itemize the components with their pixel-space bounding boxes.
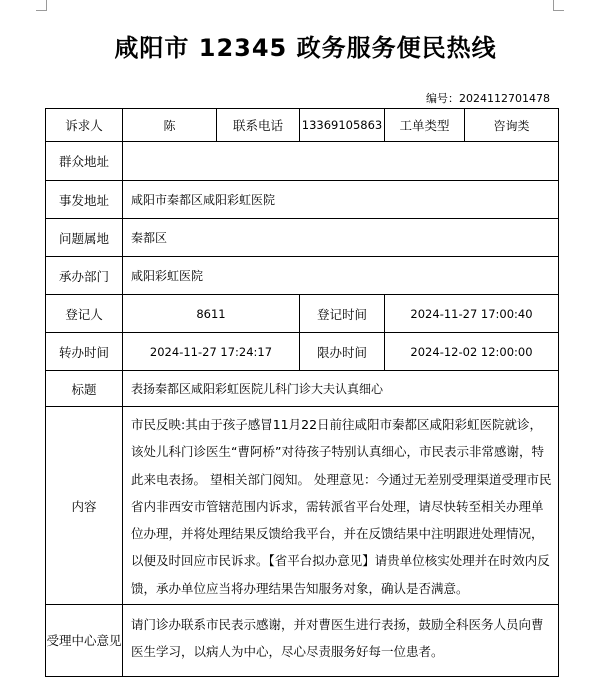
type-label: 工单类型: [385, 109, 465, 142]
row-dept: [46, 257, 559, 295]
row-address: [46, 142, 559, 181]
row-area: [46, 219, 559, 257]
serial-value: 2024112701478: [459, 92, 550, 105]
page-title: 咸阳市 12345 政务服务便民热线: [114, 34, 497, 62]
area-value: 秦都区: [123, 219, 559, 257]
reg-time-value: 2024-11-27 17:00:40: [385, 295, 559, 333]
serial-label: 编号：: [426, 92, 460, 105]
dept-value: 咸阳彩虹医院: [123, 257, 559, 295]
subject-label: 标题: [46, 371, 123, 407]
deadline-label: 限办时间: [300, 333, 385, 371]
type-value: 咨询类: [465, 109, 559, 142]
subject-value: 表扬秦都区咸阳彩虹医院儿科门诊大夫认真细心: [123, 371, 559, 407]
reg-time-label: 登记时间: [300, 295, 385, 333]
serial-number: [350, 90, 550, 106]
crop-mark-left: [36, 0, 47, 11]
transfer-time-value: 2024-11-27 17:24:17: [123, 333, 300, 371]
address-label: 群众地址: [46, 142, 123, 181]
content-value: 市民反映:其由于孩子感冒11月22日前往咸阳市秦都区咸阳彩虹医院就诊，该处儿科门诊医生“曹阿桥”对待孩子特别认真细心，市民表示非常感谢，特此来电表扬。 望相关部门阅知。 处理意见：今通过无差别受理渠道受理市民省内非西安市管辖范围内诉求，需转派省平台处理，请尽快转至相关办理单位办理，并将处理结果反馈给我平台，并在反馈结果中注明跟进处理情况，以便及时回应市民诉求。【省平台拟办意见】请贵单位核实处理并在时效内反馈，承办单位应当将办理结果告知服务对象，确认是否满意。: [123, 407, 559, 605]
row-transfer: [46, 333, 559, 371]
incident-label: 事发地址: [46, 181, 123, 219]
registrar-label: 登记人: [46, 295, 123, 333]
address-value: [123, 142, 559, 181]
opinion-value: 请门诊办联系市民表示感谢，并对曹医生进行表扬，鼓励全科医务人员向曹医生学习，以病人为中心，尽心尽责服务好每一位患者。: [123, 605, 559, 677]
phone-label: 联系电话: [217, 109, 300, 142]
deadline-value: 2024-12-02 12:00:00: [385, 333, 559, 371]
complainant-label: 诉求人: [46, 109, 123, 142]
opinion-label: 受理中心意见: [46, 605, 123, 677]
row-incident: [46, 181, 559, 219]
row-opinion: [46, 605, 559, 677]
work-order-table: [45, 108, 559, 677]
incident-value: 咸阳市秦都区咸阳彩虹医院: [123, 181, 559, 219]
phone-value: 13369105863: [300, 109, 385, 142]
row-content: [46, 407, 559, 605]
crop-mark-right: [553, 0, 564, 11]
dept-label: 承办部门: [46, 257, 123, 295]
row-registrar: [46, 295, 559, 333]
area-label: 问题属地: [46, 219, 123, 257]
transfer-label: 转办时间: [46, 333, 123, 371]
content-label: 内容: [46, 407, 123, 605]
row-subject: [46, 371, 559, 407]
row-complainant: [46, 109, 559, 142]
complainant-value: 陈: [123, 109, 217, 142]
registrar-value: 8611: [123, 295, 300, 333]
